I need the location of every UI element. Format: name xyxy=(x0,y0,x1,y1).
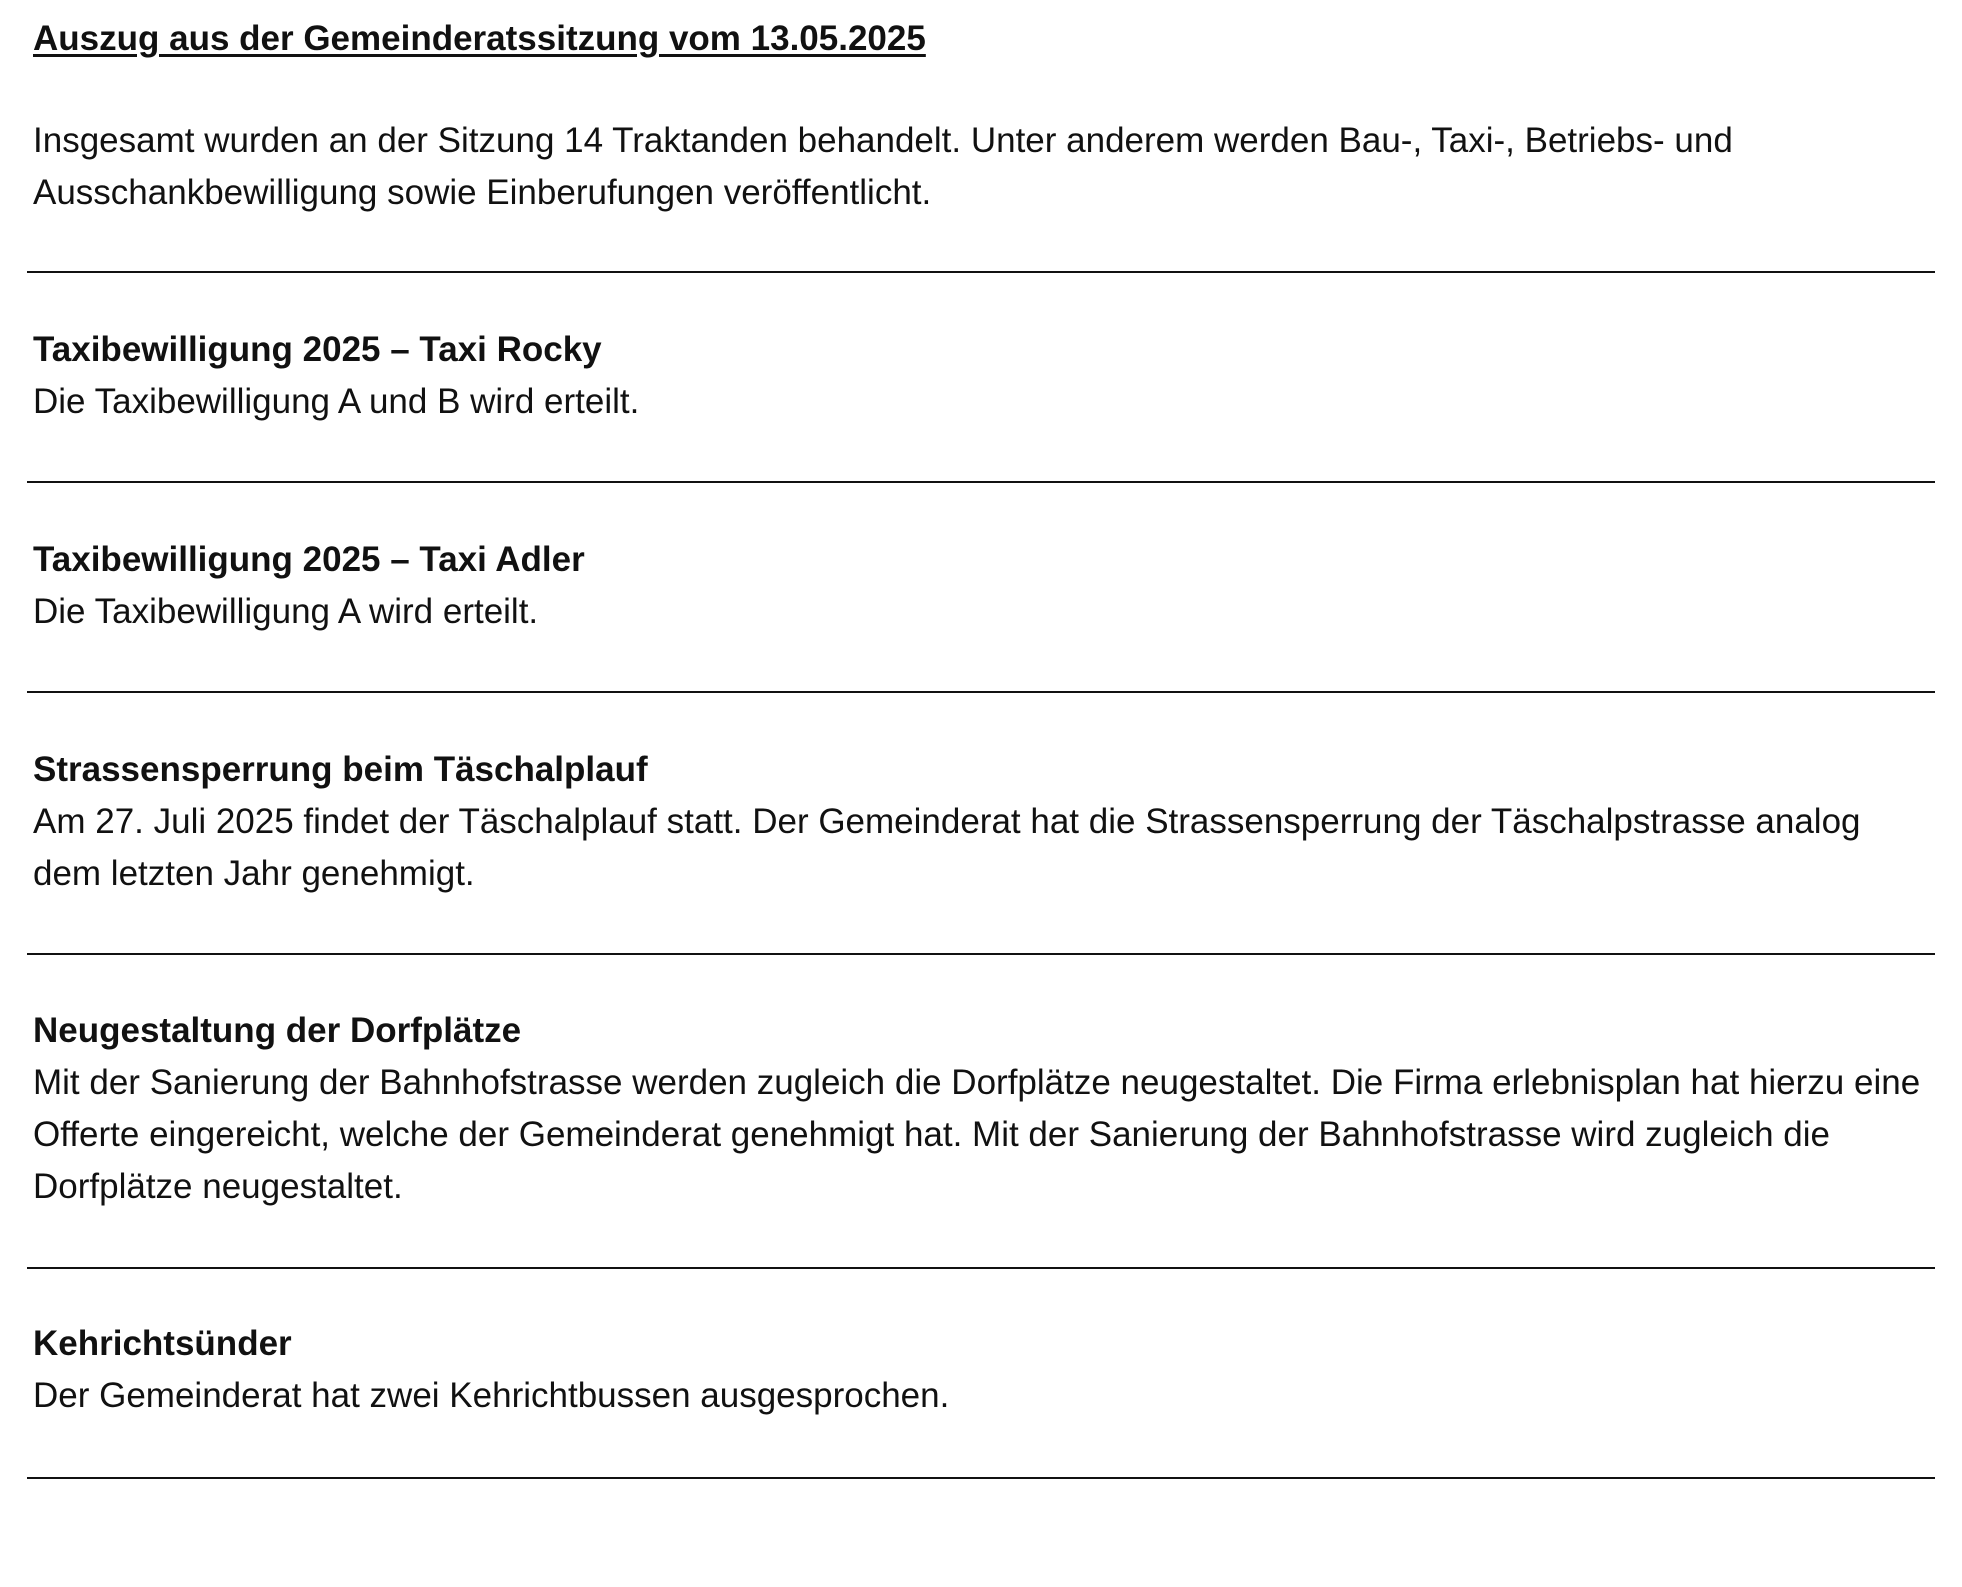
divider xyxy=(27,691,1935,693)
section-strassensperrung xyxy=(33,744,1933,900)
divider xyxy=(27,481,1935,483)
intro-paragraph: Insgesamt wurden an der Sitzung 14 Traktanden behandelt. Unter anderem werden Bau-, Taxi-, Betriebs- und Ausschankbewilligung sowie Einberufungen veröffentlicht. xyxy=(33,121,1733,212)
section-body: Die Taxibewilligung A wird erteilt. xyxy=(33,592,539,631)
section-body: Die Taxibewilligung A und B wird erteilt. xyxy=(33,382,640,421)
section-taxi-rocky xyxy=(33,324,1933,428)
divider xyxy=(27,271,1935,273)
section-heading: Taxibewilligung 2025 – Taxi Adler xyxy=(33,540,585,579)
section-heading: Strassensperrung beim Täschalplauf xyxy=(33,750,648,789)
divider xyxy=(27,1477,1935,1479)
section-heading: Kehrichtsünder xyxy=(33,1324,292,1363)
divider xyxy=(27,1267,1935,1269)
section-heading: Taxibewilligung 2025 – Taxi Rocky xyxy=(33,330,602,369)
section-body: Der Gemeinderat hat zwei Kehrichtbussen ausgesprochen. xyxy=(33,1376,950,1415)
document-title: Auszug aus der Gemeinderatssitzung vom 13.05.2025 xyxy=(33,19,926,58)
divider xyxy=(27,953,1935,955)
section-heading: Neugestaltung der Dorfplätze xyxy=(33,1011,522,1050)
section-taxi-adler xyxy=(33,534,1933,638)
section-body: Mit der Sanierung der Bahnhofstrasse werden zugleich die Dorfplätze neugestaltet. Die Firma erlebnisplan hat hierzu eine Offerte eingereicht, welche der Gemeinderat genehmigt hat. Mit der Sanierung der Bahnhofstrasse wird zugleich die Dorfplätze neugestaltet. xyxy=(33,1063,1921,1206)
section-body: Am 27. Juli 2025 findet der Täschalplauf statt. Der Gemeinderat hat die Strassensperrung der Täschalpstrasse analog dem letzten Jahr genehmigt. xyxy=(33,802,1861,893)
section-dorfplaetze xyxy=(33,1005,1933,1213)
section-kehrichtsuender xyxy=(33,1318,1933,1422)
